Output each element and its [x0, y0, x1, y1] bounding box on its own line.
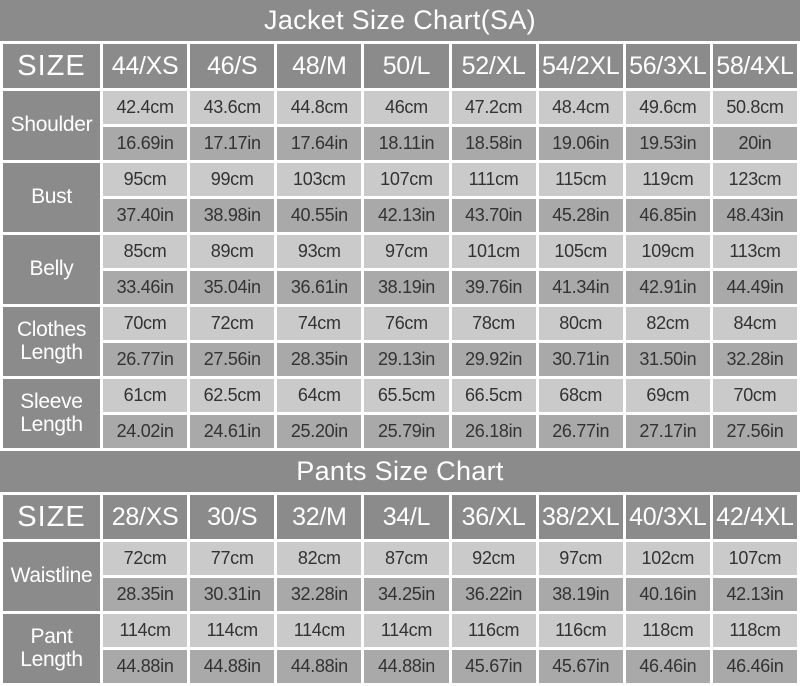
value-cell-cm: 107cm: [713, 542, 797, 575]
value-cell-in: 17.64in: [277, 127, 361, 160]
value-cell-cm: 123cm: [713, 163, 797, 196]
column-header-cell: 46/S: [190, 44, 274, 88]
value-cell-in: 42.13in: [364, 199, 448, 232]
value-cell-in: 16.69in: [103, 127, 187, 160]
value-cell-cm: 97cm: [364, 235, 448, 268]
value-cell-cm: 102cm: [626, 542, 710, 575]
value-cell-in: 46.46in: [713, 650, 797, 683]
value-cell-cm: 99cm: [190, 163, 274, 196]
value-cell-cm: 95cm: [103, 163, 187, 196]
value-cell-cm: 44.8cm: [277, 91, 361, 124]
value-cell-cm: 114cm: [103, 614, 187, 647]
value-cell-in: 27.56in: [713, 415, 797, 448]
value-cell-in: 40.16in: [626, 578, 710, 611]
value-cell-cm: 101cm: [452, 235, 536, 268]
jacket-size-table: [0, 41, 800, 451]
value-cell-cm: 87cm: [364, 542, 448, 575]
value-cell-cm: 64cm: [277, 379, 361, 412]
column-header-cell: 30/S: [190, 495, 274, 539]
value-cell-in: 45.67in: [452, 650, 536, 683]
value-cell-in: 42.91in: [626, 271, 710, 304]
row-label-cell: Clothes Length: [3, 307, 100, 376]
column-header-cell: 50/L: [364, 44, 448, 88]
value-cell-in: 39.76in: [452, 271, 536, 304]
value-cell-cm: 85cm: [103, 235, 187, 268]
value-cell-in: 41.34in: [539, 271, 623, 304]
value-cell-cm: 118cm: [626, 614, 710, 647]
value-cell-in: 31.50in: [626, 343, 710, 376]
value-cell-in: 27.56in: [190, 343, 274, 376]
value-cell-cm: 47.2cm: [452, 91, 536, 124]
value-cell-cm: 62.5cm: [190, 379, 274, 412]
value-cell-cm: 103cm: [277, 163, 361, 196]
size-header-cell: SIZE: [3, 44, 100, 88]
value-cell-in: 46.46in: [626, 650, 710, 683]
value-cell-cm: 72cm: [103, 542, 187, 575]
jacket-chart-title: Jacket Size Chart(SA): [0, 0, 800, 41]
value-cell-in: 24.61in: [190, 415, 274, 448]
column-header-cell: 42/4XL: [713, 495, 797, 539]
value-cell-in: 25.20in: [277, 415, 361, 448]
value-cell-in: 18.58in: [452, 127, 536, 160]
value-cell-cm: 118cm: [713, 614, 797, 647]
value-cell-cm: 114cm: [364, 614, 448, 647]
value-cell-in: 42.13in: [713, 578, 797, 611]
value-cell-cm: 42.4cm: [103, 91, 187, 124]
value-cell-cm: 65.5cm: [364, 379, 448, 412]
value-cell-in: 32.28in: [713, 343, 797, 376]
value-cell-cm: 78cm: [452, 307, 536, 340]
value-cell-cm: 66.5cm: [452, 379, 536, 412]
value-cell-in: 18.11in: [364, 127, 448, 160]
value-cell-cm: 114cm: [190, 614, 274, 647]
column-header-cell: 40/3XL: [626, 495, 710, 539]
value-cell-cm: 72cm: [190, 307, 274, 340]
value-cell-cm: 70cm: [103, 307, 187, 340]
column-header-cell: 36/XL: [452, 495, 536, 539]
value-cell-in: 26.18in: [452, 415, 536, 448]
value-cell-cm: 76cm: [364, 307, 448, 340]
value-cell-in: 32.28in: [277, 578, 361, 611]
row-label-cell: Waistline: [3, 542, 100, 611]
row-label-cell: Pant Length: [3, 614, 100, 683]
value-cell-cm: 109cm: [626, 235, 710, 268]
value-cell-in: 37.40in: [103, 199, 187, 232]
value-cell-in: 24.02in: [103, 415, 187, 448]
value-cell-in: 38.19in: [364, 271, 448, 304]
value-cell-in: 34.25in: [364, 578, 448, 611]
column-header-cell: 44/XS: [103, 44, 187, 88]
column-header-cell: 48/M: [277, 44, 361, 88]
pants-chart-title: Pants Size Chart: [0, 451, 800, 492]
size-header-cell: SIZE: [3, 495, 100, 539]
value-cell-cm: 111cm: [452, 163, 536, 196]
value-cell-in: 27.17in: [626, 415, 710, 448]
value-cell-cm: 49.6cm: [626, 91, 710, 124]
value-cell-cm: 105cm: [539, 235, 623, 268]
value-cell-in: 44.88in: [190, 650, 274, 683]
column-header-cell: 34/L: [364, 495, 448, 539]
pants-size-table: [0, 492, 800, 686]
value-cell-in: 36.61in: [277, 271, 361, 304]
value-cell-in: 30.31in: [190, 578, 274, 611]
column-header-cell: 56/3XL: [626, 44, 710, 88]
value-cell-in: 33.46in: [103, 271, 187, 304]
value-cell-cm: 70cm: [713, 379, 797, 412]
value-cell-in: 44.88in: [103, 650, 187, 683]
column-header-cell: 28/XS: [103, 495, 187, 539]
value-cell-cm: 82cm: [277, 542, 361, 575]
row-label-cell: Shoulder: [3, 91, 100, 160]
value-cell-in: 26.77in: [103, 343, 187, 376]
value-cell-in: 26.77in: [539, 415, 623, 448]
value-cell-in: 35.04in: [190, 271, 274, 304]
value-cell-in: 36.22in: [452, 578, 536, 611]
value-cell-in: 17.17in: [190, 127, 274, 160]
value-cell-in: 29.92in: [452, 343, 536, 376]
value-cell-in: 19.06in: [539, 127, 623, 160]
value-cell-cm: 116cm: [452, 614, 536, 647]
column-header-cell: 52/XL: [452, 44, 536, 88]
value-cell-in: 38.98in: [190, 199, 274, 232]
row-label-cell: Belly: [3, 235, 100, 304]
value-cell-in: 46.85in: [626, 199, 710, 232]
row-label-cell: Sleeve Length: [3, 379, 100, 448]
value-cell-in: 25.79in: [364, 415, 448, 448]
value-cell-cm: 82cm: [626, 307, 710, 340]
value-cell-in: 44.49in: [713, 271, 797, 304]
value-cell-cm: 89cm: [190, 235, 274, 268]
value-cell-cm: 48.4cm: [539, 91, 623, 124]
column-header-cell: 32/M: [277, 495, 361, 539]
value-cell-in: 44.88in: [364, 650, 448, 683]
value-cell-in: 29.13in: [364, 343, 448, 376]
value-cell-cm: 74cm: [277, 307, 361, 340]
value-cell-in: 38.19in: [539, 578, 623, 611]
value-cell-cm: 84cm: [713, 307, 797, 340]
value-cell-cm: 77cm: [190, 542, 274, 575]
value-cell-cm: 116cm: [539, 614, 623, 647]
column-header-cell: 38/2XL: [539, 495, 623, 539]
value-cell-cm: 61cm: [103, 379, 187, 412]
value-cell-cm: 43.6cm: [190, 91, 274, 124]
pants-size-chart-section: [0, 451, 800, 686]
value-cell-in: 48.43in: [713, 199, 797, 232]
value-cell-in: 19.53in: [626, 127, 710, 160]
value-cell-in: 30.71in: [539, 343, 623, 376]
value-cell-in: 44.88in: [277, 650, 361, 683]
value-cell-in: 45.28in: [539, 199, 623, 232]
value-cell-cm: 92cm: [452, 542, 536, 575]
value-cell-cm: 68cm: [539, 379, 623, 412]
value-cell-cm: 93cm: [277, 235, 361, 268]
column-header-cell: 54/2XL: [539, 44, 623, 88]
value-cell-cm: 115cm: [539, 163, 623, 196]
column-header-cell: 58/4XL: [713, 44, 797, 88]
row-label-cell: Bust: [3, 163, 100, 232]
value-cell-cm: 46cm: [364, 91, 448, 124]
value-cell-cm: 69cm: [626, 379, 710, 412]
value-cell-in: 40.55in: [277, 199, 361, 232]
value-cell-cm: 114cm: [277, 614, 361, 647]
value-cell-in: 28.35in: [103, 578, 187, 611]
value-cell-cm: 97cm: [539, 542, 623, 575]
value-cell-in: 20in: [713, 127, 797, 160]
value-cell-in: 43.70in: [452, 199, 536, 232]
value-cell-in: 28.35in: [277, 343, 361, 376]
value-cell-cm: 50.8cm: [713, 91, 797, 124]
value-cell-cm: 113cm: [713, 235, 797, 268]
value-cell-in: 45.67in: [539, 650, 623, 683]
value-cell-cm: 107cm: [364, 163, 448, 196]
value-cell-cm: 80cm: [539, 307, 623, 340]
value-cell-cm: 119cm: [626, 163, 710, 196]
